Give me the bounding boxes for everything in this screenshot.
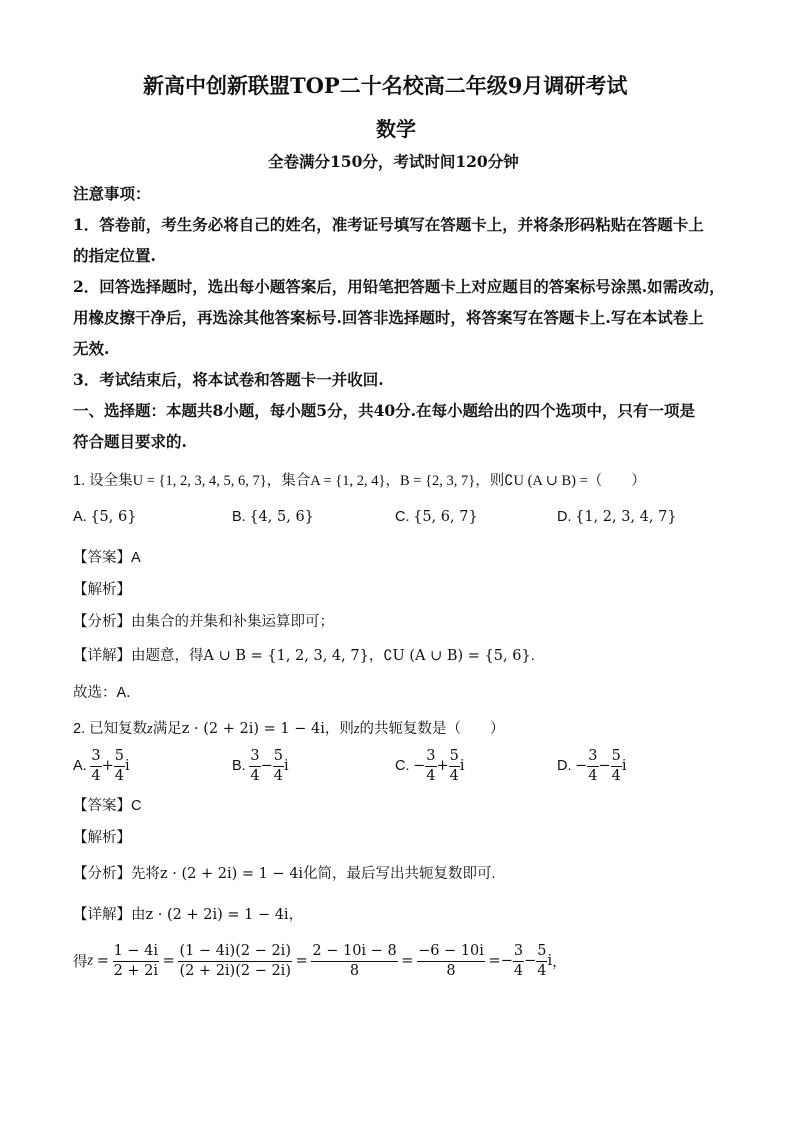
q2-mid-2: ，则 [324,721,354,737]
q2-derive-frac-4-den: 8 [446,962,456,979]
q1-expression: ∁U (A ∪ B) = [504,473,588,489]
q1-answer [73,546,141,567]
q2-derive-frac-1-num: 1 − 4i [113,944,159,962]
q2-derive-frac-2-num: (1 − 4i)(2 − 2i) [178,944,292,962]
q1-option-a-label: A. [73,509,87,525]
q2-option-c-label: C. [395,758,410,774]
q2-option-b-frac-1 [249,749,260,783]
q2-option-b-den-2: 4 [273,767,283,784]
q2-derive-end: ， [552,954,567,971]
q2-derive-eq-5: = [488,953,501,969]
q2-detail-prefix: 由 [131,907,146,923]
q2-option-c-frac-2 [449,749,460,783]
q2-option-a-frac-2 [114,749,125,783]
q2-derive-frac-6 [536,944,547,978]
q2-derive-frac-5 [513,944,524,978]
subject-title: 数学 [376,117,416,141]
q2-option-a-num-2: 5 [114,749,125,767]
q2-option-d [557,749,627,783]
note-1-line-2: 的指定位置. [73,246,156,265]
q2-derive-frac-1 [113,944,159,978]
q1-prefix: 1. 设全集 [73,473,133,489]
q2-option-c-sign-2: + [436,758,449,774]
q2-derive-frac-4 [417,944,485,978]
q2-option-a-label: A. [73,758,87,774]
q2-mid: 满足 [152,721,182,737]
q2-derive-eq-2: = [162,953,175,969]
q2-detail-label: 【详解】 [73,907,131,923]
q2-derive-eq-3: = [295,953,308,969]
q2-option-d-num-1: 3 [587,749,598,767]
q2-answer-value: C [131,798,142,814]
q2-var-z: z [147,721,153,737]
q2-option-b-num-1: 3 [249,749,260,767]
q2-derive-minus-2: − [524,953,537,969]
q2-end: 的共轭复数是（ ） [359,721,505,737]
q2-fenxi-prefix: 先将 [131,866,160,882]
q2-option-d-den-2: 4 [611,767,621,784]
q2-derive-frac-3 [311,944,397,978]
q1-option-d [557,509,677,526]
q2-option-c-num-2: 5 [449,749,460,767]
q2-fenxi-suffix: 化简，最后写出共轭复数即可. [303,866,496,882]
q1-detail [73,644,535,665]
exam-title: 新高中创新联盟TOP二十名校高二年级9月调研考试 [143,73,628,98]
q2-derive-eq-4: = [401,953,414,969]
q2-option-a-frac-1 [90,749,101,783]
q2-option-c [395,749,465,783]
q2-option-d-frac-2 [611,749,622,783]
q2-fenxi [73,862,496,883]
q1-connector-1: ，集合 [266,473,311,489]
q1-detail-label: 【详解】 [73,648,131,664]
q2-detail [73,903,303,924]
q2-prefix: 2. 已知复数 [73,721,148,737]
q1-option-d-value: {1, 2, 3, 4, 7} [575,509,677,525]
q2-derive-unit: i [547,953,553,969]
note-1-line-1: 1．答卷前，考生务必将自己的姓名，准考证号填写在答题卡上，并将条形码粘贴在答题卡上 [73,215,704,234]
q2-fenxi-label: 【分析】 [73,866,131,882]
q2-derive-prefix: 得 [73,954,88,971]
q1-set-a: A = {1, 2, 4} [310,473,386,489]
q2-option-b-unit: i [283,758,289,774]
q2-option-a-den-1: 4 [91,767,101,784]
q2-option-b-sign-2: − [260,758,273,774]
q2-option-c-den-2: 4 [449,767,459,784]
q2-option-d-den-1: 4 [588,767,598,784]
q2-option-d-unit: i [621,758,627,774]
q1-option-c [395,509,478,526]
q2-option-b-num-2: 5 [273,749,284,767]
q2-analysis-heading: 【解析】 [73,830,131,846]
q2-option-d-label: D. [557,758,572,774]
q2-derive-frac-3-num: 2 − 10i − 8 [311,944,397,962]
q1-option-b [232,509,314,526]
q1-fenxi [73,610,334,631]
q2-var-z-2: z [353,721,360,737]
q1-answer-label: 【答案】 [73,550,131,566]
q1-option-d-label: D. [557,509,572,525]
q1-option-a [73,509,136,526]
q1-answer-paren: （ ） [587,473,646,489]
q2-detail-end: ， [288,907,304,923]
q1-comma: ， [385,473,400,489]
q1-detail-expr-2: ∁U (A ∪ B) = {5, 6} [383,648,531,664]
q1-fenxi-label: 【分析】 [73,614,131,630]
q1-option-c-value: {5, 6, 7} [413,509,478,525]
q2-derive-frac-6-den: 4 [537,962,547,979]
q2-derive-frac-5-den: 4 [513,962,524,979]
q2-option-a-unit: i [124,758,130,774]
q2-option-d-num-2: 5 [611,749,622,767]
q1-option-a-value: {5, 6} [90,509,137,525]
note-3: 3．考试结束后，将本试卷和答题卡一并收回. [73,370,384,389]
q2-option-a-sign-2: + [101,758,114,774]
q2-derive-z: z [87,952,94,969]
q1-detail-prefix: 由题意，得 [131,648,204,664]
q2-option-d-sign-1: − [575,758,588,774]
q2-derive-minus-1: − [500,953,513,969]
q2-option-b-den-1: 4 [250,767,260,784]
q1-analysis-heading: 【解析】 [73,582,131,598]
q2-option-c-num-1: 3 [425,749,436,767]
q2-equation: z · (2 + 2i) = 1 − 4i [181,721,325,737]
q2-option-c-unit: i [459,758,465,774]
q2-derive-frac-4-num: −6 − 10i [417,944,485,962]
q2-option-b-frac-2 [273,749,284,783]
q2-option-c-den-1: 4 [426,767,436,784]
note-2-line-2: 用橡皮擦干净后，再选涂其他答案标号.回答非选择题时，将答案写在答题卡上.写在本试卷上 [73,308,704,327]
q1-detail-expr-1: A ∪ B = {1, 2, 3, 4, 7} [203,648,369,664]
q1-option-b-value: {4, 5, 6} [249,509,314,525]
q2-derive-frac-6-num: 5 [536,944,547,962]
q2-derivation [73,944,567,978]
question-1-stem [73,469,646,490]
q1-detail-end: . [530,648,535,664]
section-1-heading-line-2: 符合题目要求的. [73,432,187,451]
q2-derive-frac-5-num: 3 [513,944,524,962]
q2-fenxi-expr: z · (2 + 2i) = 1 − 4i [160,866,304,882]
q2-option-d-sign-2: − [598,758,611,774]
exam-info: 全卷满分150分，考试时间120分钟 [268,152,519,171]
q1-choose: 故选：A． [73,685,141,701]
q2-derive-frac-3-den: 8 [349,962,360,979]
question-2-stem [73,717,505,738]
q2-option-d-frac-1 [587,749,598,783]
q2-option-a [73,749,130,783]
q1-connector-2: ，则 [475,473,505,489]
note-2-line-3: 无效. [73,339,110,358]
q1-set-b: B = {2, 3, 7} [399,473,476,489]
q2-option-b [232,749,289,783]
q2-derive-frac-2 [178,944,292,978]
q2-answer-label: 【答案】 [73,798,131,814]
q2-option-a-num-1: 3 [90,749,101,767]
notes-heading: 注意事项： [73,184,151,203]
q2-option-c-sign-1: − [413,758,426,774]
q2-derive-frac-1-den: 2 + 2i [113,962,159,979]
q1-detail-sep: ， [368,648,384,664]
q2-answer [73,794,141,815]
q2-derive-eq-1: = [96,953,109,969]
q1-option-c-label: C. [395,509,410,525]
q2-option-b-label: B. [232,758,246,774]
q2-derive-frac-2-den: (2 + 2i)(2 − 2i) [179,962,291,979]
q1-fenxi-text: 由集合的并集和补集运算即可； [131,614,334,630]
q2-option-a-den-2: 4 [114,767,124,784]
q2-detail-expr: z · (2 + 2i) = 1 − 4i [145,907,289,923]
q1-option-b-label: B. [232,509,246,525]
q1-universal-set: U = {1, 2, 3, 4, 5, 6, 7} [132,473,267,489]
note-2-line-1: 2．回答选择题时，选出每小题答案后，用铅笔把答题卡上对应题目的答案标号涂黑.如需改动， [73,277,725,296]
q2-option-c-frac-1 [425,749,436,783]
q1-answer-value: A [131,550,141,566]
section-1-heading-line-1: 一、选择题：本题共8小题，每小题5分，共40分.在每小题给出的四个选项中，只有一项是 [73,401,696,420]
